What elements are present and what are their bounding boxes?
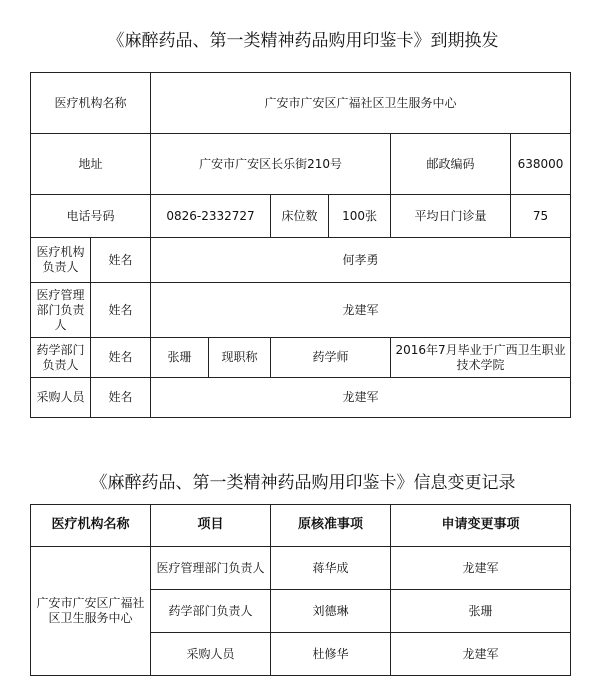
address-value: 广安市广安区长乐街210号 — [151, 134, 391, 195]
change-original: 蒋华成 — [271, 547, 391, 590]
address-label: 地址 — [31, 134, 151, 195]
org-name-value: 广安市广安区广福社区卫生服务中心 — [151, 73, 571, 134]
name-label: 姓名 — [91, 238, 151, 283]
pharm-label: 药学部门负责人 — [31, 338, 91, 378]
change-item: 采购人员 — [151, 633, 271, 676]
change-org-name: 广安市广安区广福社区卫生服务中心 — [31, 547, 151, 676]
buyer-name: 龙建军 — [151, 378, 571, 418]
org-name-label: 医疗机构名称 — [31, 73, 151, 134]
purchase-card-table — [30, 72, 571, 418]
beds-label: 床位数 — [271, 195, 329, 238]
change-item: 医疗管理部门负责人 — [151, 547, 271, 590]
change-original: 杜修华 — [271, 633, 391, 676]
name-label: 姓名 — [91, 338, 151, 378]
pharm-name: 张珊 — [151, 338, 209, 378]
head-name: 何孝勇 — [151, 238, 571, 283]
change-item: 药学部门负责人 — [151, 590, 271, 633]
header-item: 项目 — [151, 505, 271, 547]
header-org-name: 医疗机构名称 — [31, 505, 151, 547]
change-new: 张珊 — [391, 590, 571, 633]
pharm-education: 2016年7月毕业于广西卫生职业技术学院 — [391, 338, 571, 378]
name-label: 姓名 — [91, 283, 151, 338]
header-changed: 申请变更事项 — [391, 505, 571, 547]
document-title: 《麻醉药品、第一类精神药品购用印鉴卡》到期换发 — [107, 31, 499, 51]
title-label: 现职称 — [209, 338, 271, 378]
change-new: 龙建军 — [391, 633, 571, 676]
mgmt-name: 龙建军 — [151, 283, 571, 338]
beds-value: 100张 — [329, 195, 391, 238]
buyer-label: 采购人员 — [31, 378, 91, 418]
change-new: 龙建军 — [391, 547, 571, 590]
mgmt-label: 医疗管理部门负责人 — [31, 283, 91, 338]
postcode-value: 638000 — [511, 134, 571, 195]
change-original: 刘德琳 — [271, 590, 391, 633]
change-record-table — [30, 504, 571, 676]
name-label: 姓名 — [91, 378, 151, 418]
phone-value: 0826-2332727 — [151, 195, 271, 238]
avg-visits-label: 平均日门诊量 — [391, 195, 511, 238]
head-label: 医疗机构负责人 — [31, 238, 91, 283]
phone-label: 电话号码 — [31, 195, 151, 238]
change-record-title: 《麻醉药品、第一类精神药品购用印鉴卡》信息变更记录 — [90, 473, 516, 493]
header-original: 原核准事项 — [271, 505, 391, 547]
postcode-label: 邮政编码 — [391, 134, 511, 195]
pharm-title: 药学师 — [271, 338, 391, 378]
avg-visits-value: 75 — [511, 195, 571, 238]
